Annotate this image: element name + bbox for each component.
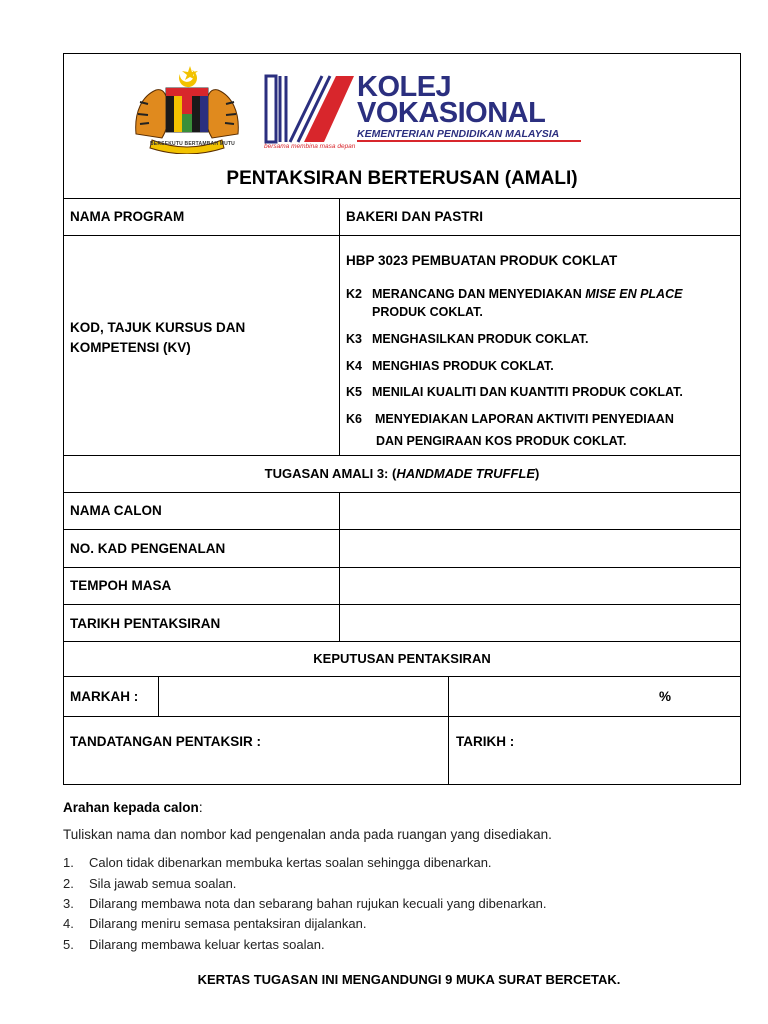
competency-code: K5 [346,385,362,399]
task-suffix: ) [535,466,540,481]
rule [63,641,741,642]
course-label-line1: KOD, TAJUK KURSUS DAN [70,320,246,335]
competency-k4 [346,359,554,373]
instruction-item [63,896,546,911]
instruction-number: 4. [63,916,74,931]
logo-line-vokasional: VOKASIONAL [357,97,546,129]
crest-motto: BERSEKUTU BERTAMBAH MUTU [150,141,235,147]
percent-sign: % [659,689,672,704]
instruction-item [63,916,366,931]
instruction-text: Sila jawab semua soalan. [89,876,237,891]
course-code-title: HBP 3023 PEMBUATAN PRODUK COKLAT [346,253,618,268]
competency-text: MENYEDIAKAN LAPORAN AKTIVITI PENYEDIAAN [375,412,674,426]
col-divider [339,235,340,455]
signature-label: TANDATANGAN PENTAKSIR : [70,734,261,749]
competency-text: MERANCANG DAN MENYEDIAKAN [372,287,586,301]
result-heading: KEPUTUSAN PENTAKSIRAN [313,651,491,666]
marks-label: MARKAH : [70,689,139,704]
candidate-ic-field[interactable] [340,530,740,567]
kolej-vokasional-logo-icon [264,72,356,152]
instruction-number: 3. [63,896,74,911]
result-date-label: TARIKH : [456,734,515,749]
candidate-ic-label: NO. KAD PENGENALAN [70,541,226,556]
program-value: BAKERI DAN PASTRI [346,209,484,224]
instructions-heading [63,800,203,815]
page-title: PENTAKSIRAN BERTERUSAN (AMALI) [226,168,578,189]
competency-code: K6 [346,412,362,426]
instruction-number: 5. [63,937,74,952]
instruction-text: Dilarang meniru semasa pentaksiran dijalankan. [89,916,367,931]
program-label: NAMA PROGRAM [70,209,185,224]
logo-line-kolej: KOLEJ [357,71,452,103]
instruction-item [63,855,492,870]
task-prefix: TUGASAN AMALI 3: ( [264,466,397,481]
instructions-intro: Tuliskan nama dan nombor kad pengenalan anda pada ruangan yang disediakan. [63,827,552,842]
competency-k3 [346,332,588,346]
rule [63,198,741,199]
competency-code: K3 [346,332,362,346]
rule [63,235,741,236]
instruction-text: Dilarang membawa keluar kertas soalan. [89,937,325,952]
page-count-note: KERTAS TUGASAN INI MENGANDUNGI 9 MUKA SURAT BERCETAK. [197,972,621,987]
competency-k6-cont: DAN PENGIRAAN KOS PRODUK COKLAT. [376,434,627,448]
instruction-text: Dilarang membawa nota dan sebarang bahan rujukan kecuali yang dibenarkan. [89,896,547,911]
assessment-date-field[interactable] [340,605,740,641]
competency-k2-cont: PRODUK COKLAT. [372,305,483,319]
competency-k6 [346,412,674,426]
competency-k2 [346,287,682,301]
candidate-name-field[interactable] [340,493,740,529]
course-label-line2: KOMPETENSI (KV) [70,340,191,355]
instructions-heading-colon: : [198,800,203,815]
result-date-field[interactable] [449,717,740,784]
competency-code: K4 [346,359,362,373]
duration-field[interactable] [340,568,740,604]
instruction-number: 2. [63,876,74,891]
instructions-heading-text: Arahan kepada calon [63,800,199,815]
marks-field[interactable] [159,677,448,716]
instruction-item [63,937,325,952]
logo-line-kementerian: KEMENTERIAN PENDIDIKAN MALAYSIA [357,128,560,140]
instruction-number: 1. [63,855,74,870]
duration-label: TEMPOH MASA [70,578,172,593]
col-divider [339,198,340,235]
task-title [63,466,741,481]
assessment-date-label: TARIKH PENTAKSIRAN [70,616,221,631]
instruction-item [63,876,236,891]
competency-k5 [346,385,683,399]
instruction-text: Calon tidak dibenarkan membuka kertas soalan sehingga dibenarkan. [89,855,492,870]
task-name: HANDMADE TRUFFLE [396,466,535,481]
competency-text-italic: MISE EN PLACE [585,287,683,301]
rule [63,455,741,456]
logo-underline [357,140,581,142]
competency-code: K2 [346,287,362,301]
candidate-name-label: NAMA CALON [70,503,162,518]
competency-text: MENGHASILKAN PRODUK COKLAT. [372,332,589,346]
signature-field[interactable] [64,717,448,784]
competency-text: MENILAI KUALITI DAN KUANTITI PRODUK COKLAT. [372,385,683,399]
logo-tagline: bersama membina masa depan [264,143,356,150]
competency-text: MENGHIAS PRODUK COKLAT. [372,359,554,373]
